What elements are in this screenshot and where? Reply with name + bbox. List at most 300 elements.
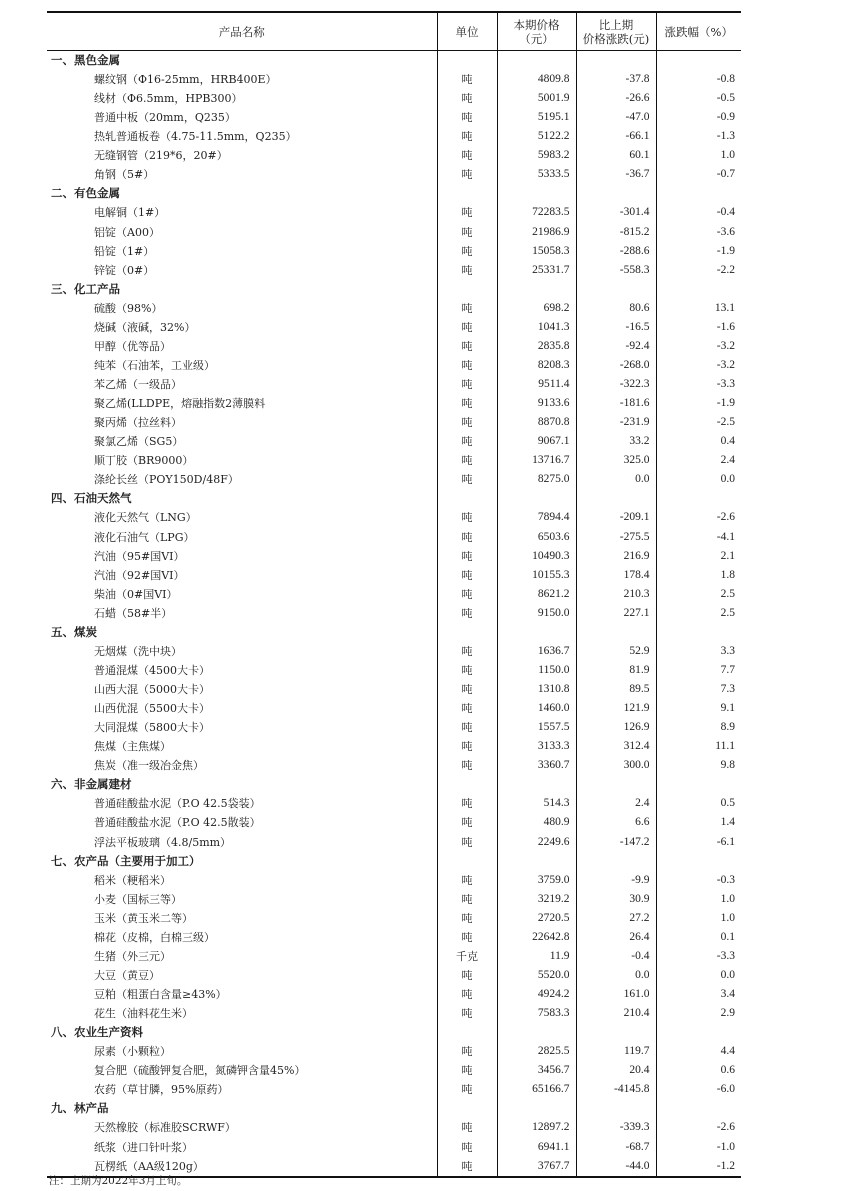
product-name: 纸浆（进口针叶浆） [94,1140,193,1154]
table-row [47,547,741,566]
category-title: 七、农产品（主要用于加工） [51,853,201,868]
category-title: 八、农业生产资料 [51,1025,143,1040]
table-row [47,718,741,737]
cell-diff: -36.7 [576,165,656,184]
cell-pct: 2.5 [656,604,741,623]
cell-pct: -1.9 [656,242,741,261]
cell-price: 3133.3 [497,737,576,756]
cell-diff [576,489,656,508]
cell-price: 9150.0 [497,604,576,623]
cell-price: 65166.7 [497,1080,576,1099]
cell-diff: 161.0 [576,985,656,1004]
product-name: 棉花（皮棉，白棉三级） [94,930,215,944]
table-row [47,1042,741,1061]
cell-unit: 吨 [437,299,497,318]
table-row [47,127,741,146]
product-name: 无缝钢管（219*6，20#） [94,149,228,163]
cell-diff: -815.2 [576,223,656,242]
product-name: 山西优混（5500大卡） [94,702,210,716]
cell-pct: -2.6 [656,508,741,527]
header-price-line1: 本期价格 [513,17,560,32]
product-name: 稻米（粳稻米） [94,873,171,887]
category-title: 四、石油天然气 [51,491,132,506]
cell-price: 7583.3 [497,1004,576,1023]
table-row [47,528,741,547]
header-unit: 单位 [437,12,497,51]
product-name: 铅锭（1#） [94,244,155,258]
cell-pct: 8.9 [656,718,741,737]
cell-diff: -147.2 [576,833,656,852]
cell-diff: 81.9 [576,661,656,680]
cell-diff: -275.5 [576,528,656,547]
cell-diff: 60.1 [576,146,656,165]
cell-diff: 52.9 [576,642,656,661]
cell-diff: 300.0 [576,756,656,775]
cell-pct: -0.3 [656,871,741,890]
cell-pct: -3.3 [656,947,741,966]
cell-unit: 吨 [437,566,497,585]
cell-pct: 3.3 [656,642,741,661]
table-body [47,51,741,1177]
cell-unit: 吨 [437,604,497,623]
product-name: 豆粕（粗蛋白含量≥43%） [94,988,227,1002]
table-row [47,985,741,1004]
product-name: 无烟煤（洗中块） [94,644,182,658]
cell-unit: 吨 [437,242,497,261]
table-row [47,165,741,184]
cell-diff: -301.4 [576,203,656,222]
category-title: 一、黑色金属 [51,53,120,67]
cell-pct: 1.0 [656,146,741,165]
cell-pct: -6.0 [656,1080,741,1099]
cell-diff: 89.5 [576,680,656,699]
product-name: 螺纹钢（Φ16-25mm，HRB400E） [94,73,277,87]
cell-unit: 吨 [437,871,497,890]
cell-pct: -1.2 [656,1157,741,1177]
table-row [47,890,741,909]
cell-unit: 吨 [437,699,497,718]
product-name: 焦炭（准一级冶金焦） [94,759,204,773]
cell-unit [437,280,497,299]
cell-price [497,51,576,71]
product-name: 小麦（国标三等） [94,892,182,906]
cell-unit: 吨 [437,585,497,604]
cell-pct: 2.9 [656,1004,741,1023]
cell-diff: 210.3 [576,585,656,604]
product-name: 大豆（黄豆） [94,968,160,982]
cell-pct: 1.0 [656,890,741,909]
table-row [47,394,741,413]
cell-unit: 吨 [437,1118,497,1137]
cell-price: 8208.3 [497,356,576,375]
cell-unit: 吨 [437,70,497,89]
table-row [47,318,741,337]
cell-diff: 0.0 [576,470,656,489]
cell-price [497,1099,576,1118]
cell-pct: 2.1 [656,547,741,566]
product-name: 普通混煤（4500大卡） [94,663,210,677]
cell-pct: 11.1 [656,737,741,756]
table-row [47,356,741,375]
cell-diff: 80.6 [576,299,656,318]
cell-unit [437,775,497,794]
product-name: 锌锭（0#） [94,263,155,277]
cell-diff [576,852,656,871]
cell-diff [576,280,656,299]
cell-diff: 27.2 [576,909,656,928]
cell-diff [576,775,656,794]
cell-pct: 0.0 [656,470,741,489]
cell-unit: 吨 [437,890,497,909]
cell-pct: -3.3 [656,375,741,394]
cell-diff: -339.3 [576,1118,656,1137]
cell-unit: 吨 [437,89,497,108]
cell-price [497,184,576,203]
cell-diff: 0.0 [576,966,656,985]
cell-pct: -0.7 [656,165,741,184]
cell-pct: -2.6 [656,1118,741,1137]
product-name: 角钢（5#） [94,168,155,182]
category-title: 九、林产品 [51,1101,109,1116]
table-row [47,966,741,985]
cell-price: 7894.4 [497,508,576,527]
cell-price: 2720.5 [497,909,576,928]
cell-diff [576,1023,656,1042]
header-current-price [497,12,576,51]
table-row [47,1004,741,1023]
cell-price: 9511.4 [497,375,576,394]
table-row [47,813,741,832]
table-row [47,470,741,489]
cell-unit: 吨 [437,146,497,165]
cell-price: 1460.0 [497,699,576,718]
cell-price [497,1023,576,1042]
cell-diff: -68.7 [576,1138,656,1157]
cell-pct [656,51,741,71]
product-name: 顺丁胶（BR9000） [94,454,194,468]
product-name: 生猪（外三元） [94,949,171,963]
cell-price: 4809.8 [497,70,576,89]
cell-price: 5333.5 [497,165,576,184]
cell-diff [576,184,656,203]
cell-pct: 7.3 [656,680,741,699]
cell-unit: 吨 [437,985,497,1004]
cell-unit: 吨 [437,966,497,985]
cell-diff [576,51,656,71]
table-row [47,680,741,699]
product-name: 聚氯乙烯（SG5） [94,435,184,449]
cell-unit: 吨 [437,203,497,222]
header-diff-line2: 价格涨跌(元) [582,31,650,46]
cell-price: 3759.0 [497,871,576,890]
table-row [47,642,741,661]
cell-unit: 吨 [437,718,497,737]
cell-price: 2249.6 [497,833,576,852]
cell-price: 3456.7 [497,1061,576,1080]
cell-pct: -0.8 [656,70,741,89]
cell-pct: -3.2 [656,356,741,375]
cell-unit: 吨 [437,909,497,928]
cell-price: 10490.3 [497,547,576,566]
cell-unit: 吨 [437,813,497,832]
product-name: 甲醇（优等品） [94,339,171,353]
table-row [47,928,741,947]
cell-pct: -3.2 [656,337,741,356]
cell-price: 11.9 [497,947,576,966]
product-name: 线材（Φ6.5mm，HPB300） [94,92,243,106]
header-change-pct: 涨跌幅（%） [656,12,741,51]
cell-price: 9133.6 [497,394,576,413]
cell-diff: -47.0 [576,108,656,127]
cell-diff: -44.0 [576,1157,656,1177]
cell-price: 3219.2 [497,890,576,909]
cell-pct: -1.9 [656,394,741,413]
cell-pct: -4.1 [656,528,741,547]
cell-pct: -1.0 [656,1138,741,1157]
cell-unit: 吨 [437,394,497,413]
product-name: 普通中板（20mm，Q235） [94,111,236,125]
cell-unit [437,852,497,871]
cell-price: 10155.3 [497,566,576,585]
table-row [47,1061,741,1080]
cell-price: 4924.2 [497,985,576,1004]
cell-unit: 吨 [437,928,497,947]
cell-pct [656,280,741,299]
cell-diff: -37.8 [576,70,656,89]
table-row [47,337,741,356]
cell-diff: -288.6 [576,242,656,261]
category-row [47,280,741,299]
cell-price [497,623,576,642]
table-row [47,585,741,604]
product-name: 液化石油气（LPG） [94,530,195,544]
product-name: 石蜡（58#半） [94,606,173,620]
cell-pct [656,184,741,203]
cell-pct [656,1023,741,1042]
cell-unit: 吨 [437,1138,497,1157]
cell-diff: 26.4 [576,928,656,947]
cell-pct: -2.5 [656,413,741,432]
cell-unit: 吨 [437,756,497,775]
price-table [47,11,741,1178]
product-name: 大同混煤（5800大卡） [94,721,210,735]
cell-unit: 吨 [437,794,497,813]
cell-diff: 121.9 [576,699,656,718]
cell-unit: 吨 [437,375,497,394]
cell-price: 12897.2 [497,1118,576,1137]
cell-unit: 吨 [437,1080,497,1099]
cell-unit: 吨 [437,528,497,547]
cell-unit: 吨 [437,737,497,756]
cell-diff: -16.5 [576,318,656,337]
cell-unit [437,1099,497,1118]
product-name: 天然橡胶（标准胶SCRWF） [94,1121,236,1135]
cell-price [497,852,576,871]
cell-diff: 126.9 [576,718,656,737]
cell-pct [656,623,741,642]
table-row [47,451,741,470]
cell-diff: -231.9 [576,413,656,432]
product-name: 苯乙烯（一级品） [94,378,182,392]
product-name: 浮法平板玻璃（4.8/5mm） [94,835,232,849]
cell-unit: 吨 [437,1157,497,1177]
cell-unit: 吨 [437,833,497,852]
category-title: 三、化工产品 [51,281,120,296]
header-price-change [576,12,656,51]
cell-unit: 吨 [437,127,497,146]
cell-pct [656,775,741,794]
cell-price: 1310.8 [497,680,576,699]
table-row [47,566,741,585]
cell-price: 1557.5 [497,718,576,737]
table-row [47,833,741,852]
cell-price: 480.9 [497,813,576,832]
product-name: 汽油（92#国VI） [94,568,185,582]
cell-unit: 吨 [437,680,497,699]
cell-unit: 吨 [437,413,497,432]
product-name: 铝锭（A00） [94,225,160,239]
cell-diff: 312.4 [576,737,656,756]
cell-unit: 吨 [437,642,497,661]
category-row [47,1023,741,1042]
cell-unit: 吨 [437,1061,497,1080]
cell-unit: 吨 [437,1042,497,1061]
cell-diff: -66.1 [576,127,656,146]
cell-price: 5122.2 [497,127,576,146]
table-row [47,375,741,394]
cell-pct [656,1099,741,1118]
cell-pct: 2.5 [656,585,741,604]
cell-diff: -9.9 [576,871,656,890]
category-row [47,775,741,794]
cell-pct: 13.1 [656,299,741,318]
cell-diff: -209.1 [576,508,656,527]
table-row [47,70,741,89]
cell-diff: -26.6 [576,89,656,108]
cell-price: 2835.8 [497,337,576,356]
cell-price: 698.2 [497,299,576,318]
cell-price: 6941.1 [497,1138,576,1157]
cell-diff [576,1099,656,1118]
table-row [47,146,741,165]
table-row [47,737,741,756]
cell-unit: 吨 [437,1004,497,1023]
product-name: 焦煤（主焦煤） [94,740,171,754]
table-row [47,871,741,890]
table-row [47,756,741,775]
cell-unit: 吨 [437,261,497,280]
product-name: 柴油（0#国VI） [94,587,178,601]
table-row [47,947,741,966]
product-name: 山西大混（5000大卡） [94,683,210,697]
cell-unit: 吨 [437,547,497,566]
cell-price: 25331.7 [497,261,576,280]
product-name: 复合肥（硫酸钾复合肥，氮磷钾含量45%） [94,1064,306,1078]
cell-price: 8275.0 [497,470,576,489]
cell-price: 1041.3 [497,318,576,337]
cell-price: 6503.6 [497,528,576,547]
product-name: 瓦楞纸（AA级120g） [47,1157,437,1177]
category-title: 六、非金属建材 [51,777,132,792]
cell-price: 5983.2 [497,146,576,165]
cell-diff: 119.7 [576,1042,656,1061]
cell-unit: 吨 [437,223,497,242]
cell-pct: 0.5 [656,794,741,813]
cell-pct: 1.8 [656,566,741,585]
cell-unit: 吨 [437,432,497,451]
cell-pct: -6.1 [656,833,741,852]
cell-price: 13716.7 [497,451,576,470]
product-name: 热轧普通板卷（4.75-11.5mm，Q235） [94,130,297,144]
cell-price: 8870.8 [497,413,576,432]
product-name: 普通硅酸盐水泥（P.O 42.5袋装） [94,797,261,811]
cell-pct: 0.0 [656,966,741,985]
cell-price: 3767.7 [497,1157,576,1177]
cell-diff: -92.4 [576,337,656,356]
cell-diff: 20.4 [576,1061,656,1080]
table-row [47,604,741,623]
cell-unit: 吨 [437,508,497,527]
cell-price: 514.3 [497,794,576,813]
cell-pct: -0.4 [656,203,741,222]
cell-diff: 178.4 [576,566,656,585]
product-name: 烧碱（液碱，32%） [94,320,196,334]
cell-pct: 9.1 [656,699,741,718]
cell-price: 8621.2 [497,585,576,604]
table-row [47,508,741,527]
product-name: 涤纶长丝（POY150D/48F） [94,473,239,487]
cell-diff: 2.4 [576,794,656,813]
cell-pct: 1.4 [656,813,741,832]
table-row [47,203,741,222]
cell-diff: 325.0 [576,451,656,470]
cell-price [497,489,576,508]
category-row [47,623,741,642]
cell-unit: 千克 [437,947,497,966]
cell-unit [437,489,497,508]
cell-price: 21986.9 [497,223,576,242]
product-name: 汽油（95#国VI） [94,549,185,563]
table-row [47,1118,741,1137]
table-row [47,432,741,451]
cell-pct: 7.7 [656,661,741,680]
table-row [47,1138,741,1157]
cell-diff: -322.3 [576,375,656,394]
cell-unit: 吨 [437,165,497,184]
cell-pct: 1.0 [656,909,741,928]
cell-unit: 吨 [437,318,497,337]
table-row [47,108,741,127]
cell-diff: 227.1 [576,604,656,623]
table-row [47,794,741,813]
cell-price [497,280,576,299]
product-name: 电解铜（1#） [94,206,166,220]
table-row [47,223,741,242]
product-name: 普通硅酸盐水泥（P.O 42.5散装） [94,816,261,830]
cell-diff: -181.6 [576,394,656,413]
cell-unit: 吨 [437,661,497,680]
cell-diff: 216.9 [576,547,656,566]
table-row [47,89,741,108]
cell-unit [437,623,497,642]
cell-price: 3360.7 [497,756,576,775]
category-title: 二、有色金属 [51,186,120,201]
cell-pct: -0.5 [656,89,741,108]
category-row [47,1099,741,1118]
cell-pct: -1.3 [656,127,741,146]
cell-pct: 3.4 [656,985,741,1004]
cell-unit: 吨 [437,356,497,375]
